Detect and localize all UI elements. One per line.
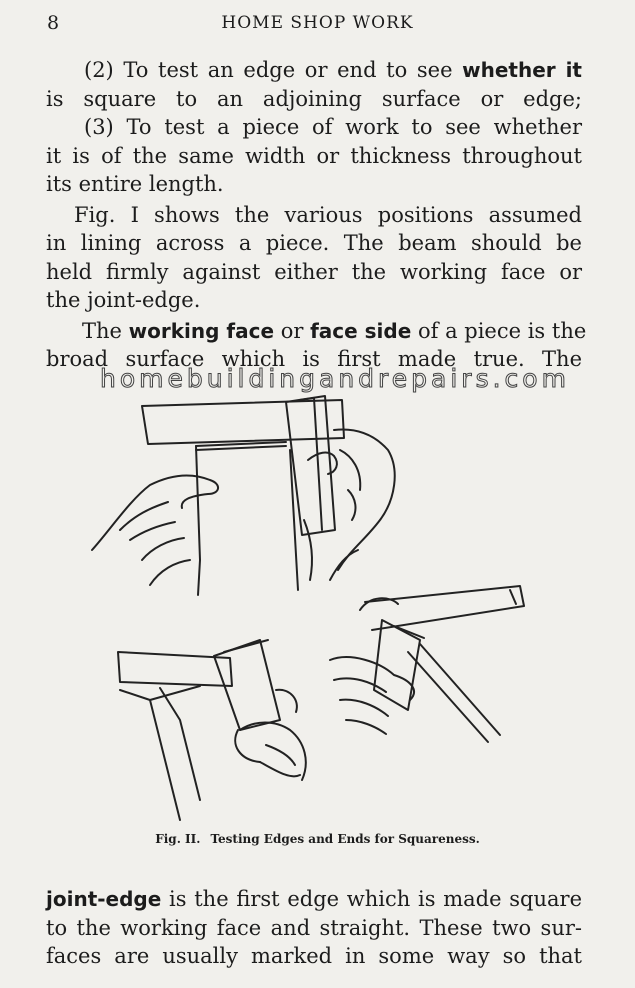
text-line: The working face or face side of a piece is the: [82, 319, 587, 343]
page-header: [0, 12, 635, 38]
caption-label: Fig. II.: [155, 832, 201, 846]
figure-caption: [0, 832, 635, 846]
watermark: homebuildingandrepairs.com: [100, 364, 570, 393]
text-line: it is of the same width or thickness throughout: [46, 144, 582, 168]
text-line: joint-edge is the first edge which is made square: [46, 887, 582, 911]
text-line: its entire length.: [46, 172, 224, 196]
bottom-left-drawing: [118, 640, 306, 820]
text-line: the joint-edge.: [46, 288, 201, 312]
text-line: faces are usually marked in some way so that: [46, 944, 582, 968]
text-line: to the working face and straight. These two sur-: [46, 916, 582, 940]
text-line: broad surface which is first made true. The: [46, 347, 582, 371]
bottom-right-drawing: [330, 586, 524, 742]
text-line: (3) To test a piece of work to see whether: [84, 115, 582, 139]
text-line: (2) To test an edge or end to see whether it: [84, 58, 582, 82]
caption-text: Testing Edges and Ends for Squareness.: [210, 832, 480, 846]
top-board-drawing: [92, 396, 395, 595]
text-line: in lining across a piece. The beam should be: [46, 231, 582, 255]
page-number: 8: [47, 12, 60, 34]
text-line: held firmly against either the working face or: [46, 260, 582, 284]
text-line: Fig. I shows the various positions assumed: [74, 203, 582, 227]
figure-illustration: [90, 390, 540, 830]
running-head: HOME SHOP WORK: [221, 13, 414, 33]
text-line: is square to an adjoining surface or edge;: [46, 87, 582, 111]
